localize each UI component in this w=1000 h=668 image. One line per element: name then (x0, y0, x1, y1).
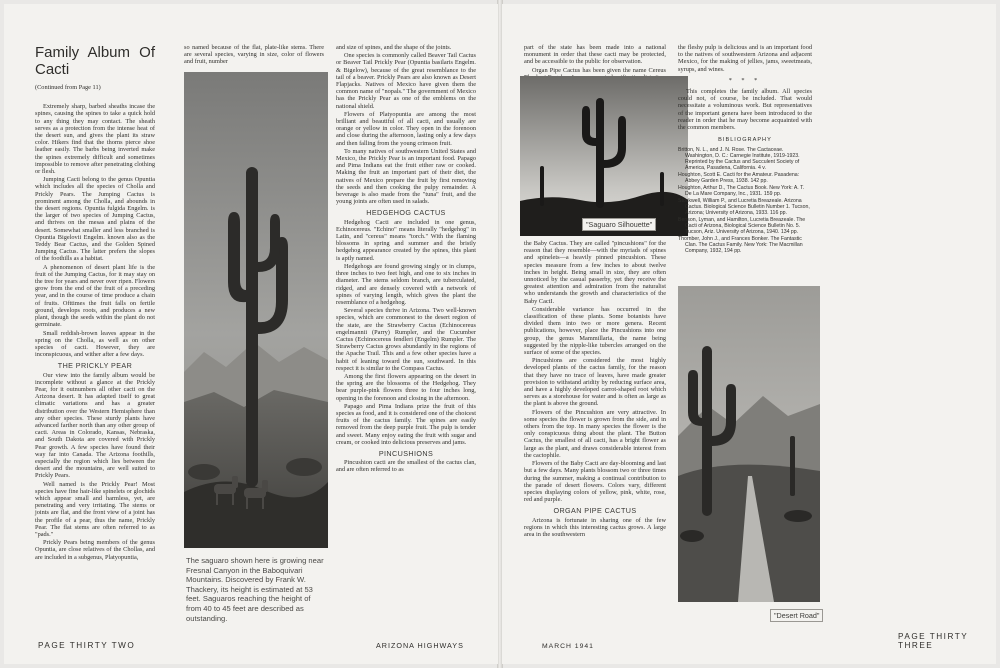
issue-date: MARCH 1941 (542, 643, 594, 650)
paragraph: Well named is the Prickly Pear! Most species have fine hair-like spinelets or glochids which appear small and harmless, yet, are penetrating and very irritating. The stems or joints are flat, and the front view of a joint has the profile of a pear, thus the name, Prickly Pear. The flat stems are often referred to as "pads." (35, 480, 155, 538)
paragraph: To many natives of southwestern United States and Mexico, the Prickly Pear is an important food. Papago and Pima Indians eat the fruit either raw or cooked. Making the fruit an important part of their diet, the natives of Mexico prepare the fruit by first removing the seeds and then cooking the pulpy remainder. A beverage is also made from the "tuna" fruit, and the young joints are often used in salads. (336, 147, 476, 206)
paragraph: Hedgehogs are found growing singly or in clumps, three inches to two feet high, and one to six inches in diameter. The stems seldom branch, are tuberculated, ridged, and are densely covered with a network of spines of varying length, which gives the plant the resemblance of a hedgehog. (336, 262, 476, 306)
paragraph: Jumping Cacti belong to the genus Opuntia which includes all the species of Cholla and Prickly Pears. The Jumping Cactus is prominent among the Cholla, and abounds in the desert regions. Opuntia fulgida Engelm. is the larger of two species of Jumping Cactus, and thrives on the mesas and plains of the desert. Somewhat smaller and less branched is Opuntia Bigelovii Engelm. known also as the Teddy Bear Cactus, and the Golden Spined Jumping Cactus. The latter prefers the slopes of the foothills as a habitat. (35, 176, 155, 263)
paragraph: Among the first flowers appearing on the desert in the spring are the blossoms of the Hedgehog. They bear purple-pink flowers three to four inches long, opening in the forenoon and closing in the afternoon. (336, 372, 476, 402)
right-column-1-body (524, 240, 666, 636)
photo-title-saguaro-silhouette: "Saguaro Silhouette" (582, 218, 656, 231)
paragraph: part of the state has been made into a national monument in order that these cacti may be protected, and be accessible to the public for observation. (524, 44, 666, 66)
left-column-3 (336, 44, 476, 636)
paragraph: Flowers of the Pincushion are very attractive. In some species the flower is grown from the side, and in others from the top. In many species the flower is the only conspicuous thing about the plant. The Button Cactus, the smallest of all cacti, has a bright flower as large as the plant, and draws considerable interest from the cactophile. (524, 408, 666, 459)
section-heading: ORGAN PIPE CACTUS (553, 506, 637, 516)
page-number-right: PAGE THIRTY THREE (898, 632, 969, 650)
right-column-2 (678, 44, 812, 255)
paragraph: Flowers of the Baby Cacti are day-blooming and last but a few days. Many plants blossom two or three times during the summer, making a continual contribution to the parade of desert flowers. Colors vary, different species displaying colors of yellow, pink, white, rose, red and purple. (524, 460, 666, 504)
continued-note: (Continued from Page 11) (35, 84, 101, 91)
paragraph: Small reddish-brown leaves appear in the spring on the Cholla, as well as on other species of cacti. However, they are inconspicuous, and wither after a few days. (35, 329, 155, 359)
bibliography-entry: Benson, Lyman, and Hamilton, Lucretia Breazeale. The Cacti of Arizona, Biological Science Bulletin No. 5. Tucson, Ariz. University of Arizona, 1940. 134 pp. (678, 217, 806, 236)
section-heading: THE PRICKLY PEAR (57, 361, 133, 371)
section-heading: PINCUSHIONS (378, 448, 434, 458)
paragraph: Considerable variance has occurred in the classification of these plants. Some botanists have divided them into two or more genera. Recent publications, however, place the Pincushions into one group, the genus Mammillaria, the name being suggested by the nipple-like tubercles arranged on the surface of some of the species. (524, 305, 666, 357)
paragraph: Arizona is fortunate in sharing one of the few regions in which this interesting cactus grows. A large area in the southwestern (524, 516, 666, 538)
left-column-2-text (184, 44, 324, 68)
bibliography-entry: Britton, N. L., and J. N. Rose. The Cactaceae. Washington, D. C.: Carnegie Institute, 1919-1923. Reprinted by the Cactus and Succulent Society of America, Pasadena, California. 4 v. (678, 147, 800, 172)
paragraph: Pincushion cacti are the smallest of the cactus clan, and are often referred to as (336, 459, 476, 474)
photo-title-desert-road: "Desert Road" (770, 609, 823, 622)
paragraph: Our view into the family album would be incomplete without a glance at the Prickly Pear, for it outnumbers all other cacti on the Arizona desert. It has adapted itself to great climatic variations and has a greater distribution over the Western Hemisphere than any other species. These sturdy plants have advanced farther north than any other group of cacti. Areas in Colorado, Kansas, Nebraska, and South Dakota are covered with Prickly Pear growth. A few species have found their way far into Canada. The Arizona foothills, especially the region which lies between the desert and the mountains, are well suited to Prickly Pears. (35, 371, 155, 480)
paragraph: so named because of the flat, plate-like stems. There are several species, varying in size, color of flowers and fruit, number (184, 44, 324, 66)
saguaro-photo (184, 72, 328, 548)
photo-caption: The saguaro shown here is growing near Fresnal Canyon in the Baboquivari Mountains. Discovered by Frank W. Thackery, its height is estimated at 53 feet. Saguaros reaching the height of from 40 to 45 feet are described as outstanding. (186, 556, 324, 623)
bibliography-entry: Houghton, Scott E. Cacti for the Amateur. Pasadena: Abbey Garden Press, 1938. 142 pp. (678, 172, 800, 185)
desert-road-photo (678, 286, 820, 602)
paragraph: This completes the family album. All species could not, of course, be included. That would necessitate a voluminous work. But representatives of the important genera have been introduced to the reader in order that he may become acquainted with the common members. (678, 88, 812, 132)
paragraph: Extremely sharp, barbed sheaths incase the spines, causing the spines to take a quick hold to any thing they may contact. The sheath serves as a protection from the intense heat of the desert sun, and gives the plant its straw color. Hikers find that the thorns pierce shoe leather easily. The barbs being inverted make the spines extremely difficult and sometimes impossible to remove after penetrating clothing or flesh. (35, 103, 155, 176)
magazine-name: ARIZONA HIGHWAYS (376, 641, 464, 650)
left-page (4, 4, 498, 664)
paragraph: Organ Pipe Cactus has been given the name Cereus (532, 66, 666, 74)
bibliography-entry: Thornber, John J., and Frances Bonker. The Fantastic Clan. The Cactus Family. New York: The Macmillan Company, 1932, 194 pp. (678, 236, 803, 255)
bibliography-entry: Houghton, Arthur D., The Cactus Book. New York: A. T. De La Mare Company, Inc., 1931. 159 pp. (678, 185, 805, 198)
article-title: Family Album Of Cacti (35, 44, 155, 78)
bibliography-entry: Stockwell, William P., and Lucretia Breazeale. Arizona Cactus. Biological Science Bulletin Number 1. Tucson, Arizona; University of Arizona, 1933. 116 pp. (678, 198, 810, 217)
left-column-1 (35, 44, 155, 636)
saguaro-silhouette-photo (520, 76, 688, 236)
bibliography-heading: BIBLIOGRAPHY (718, 137, 772, 144)
right-page (502, 4, 996, 664)
paragraph: and size of spines, and the shape of the joints. (336, 44, 452, 51)
paragraph: the Baby Cactus. They are called "pincushions" for the reason that they resemble—with the myriads of spines and spinelets—a heavily pinned pincushion. These species measure from a few inches to about twelve inches in height. Being small in size, they are often unnoticed by the casual passerby, yet they receive the greatest attention and admiration from the naturalist who understands the growth and characteristics of the Baby CactI. (524, 240, 666, 305)
paragraph: the fleshy pulp is delicious and is an important food to the natives of southwestern Arizona and adjacent Mexico, for the making of jellies, jams, sweetmeats, syrups, and wines. (678, 44, 812, 73)
paragraph: Papago and Pima Indians prize the fruit of this species as food, and it is considered one of the choicest fruits of the cactus family. The spines are easily removed from the deep purple fruit. The pulp is tender and sweet. Many enjoy eating the fruit with sugar and cream, or cooked into delicious preserves and jams. (336, 402, 476, 446)
page-number-left: PAGE THIRTY TWO (38, 641, 136, 650)
paragraph: A phenomenon of desert plant life is the fruit of the Jumping Cactus, for it may stay on the tree for years and never over ripen. Flowers grow from the end of the fruit of a preceding year, and in the course of time produce a chain of fruits. Ofttimes the fruit falls on fertile ground, develops roots, and produces a new plant, though the seeds within the plant do not germinate. (35, 263, 155, 329)
paragraph: Flowers of Platyopuntia are among the most brilliant and beautiful of all cacti, and usually are orange or yellow in color. They open in the forenoon and close during the afternoon, lasting only a few days and then falling from the young crimson fruit. (336, 110, 476, 147)
section-heading: HEDGEHOG CACTUS (366, 208, 446, 218)
paragraph: Prickly Pears being members of the genus Opuntia, are close relatives of the Chollas, and are included in a subgenus, Platyopuntia, (35, 539, 155, 561)
paragraph: One species is commonly called Beaver Tail Cactus or Beaver Tail Prickly Pear (Opuntia basilaris Engelm. & Bigelow), because of the great resemblance to the tail of a beaver. Prickly Pears are also known as Desert Flapjacks. Natives of Mexico have given them the common name of "nopals." The government of Mexico has the Prickly Pear as one of the emblems on the national shield. (336, 52, 476, 110)
paragraph: Pincushions are considered the most highly developed plants of the cactus family, for the reason that they have no trace of leaves, have made greater provision to withstand aridity by reducing surface area, and have a highly developed carrot-shaped root which serves as a storehouse for water and is often as large as the plant is above the ground. (524, 357, 666, 408)
paragraph: Several species thrive in Arizona. Two well-known species, which are commonest to the desert region of the state, are the Strawberry Cactus (Echinocereus engelmannii (Parry) Rumpler, and the Cucumber Cactus (Echinocereus fendleri (Engelm) Rumpler. The Strawberry Cactus grows abundantly in the regions of the Apache Trail. This and a few other species have a habit of leaning toward the sun, southward. In this respect it is similar to the Compass Cactus. (336, 307, 476, 372)
section-divider: * * * (728, 76, 762, 84)
paragraph: Hedgehog Cacti are included in one genus, Echinocereus. "Echino" means literally "hedgehog" in Latin, and "cereus" means "torch." With the flaming blossoms in spring and summer and the bristly hedgehog appearance created by the spines, this plant is aptly named. (336, 218, 476, 262)
